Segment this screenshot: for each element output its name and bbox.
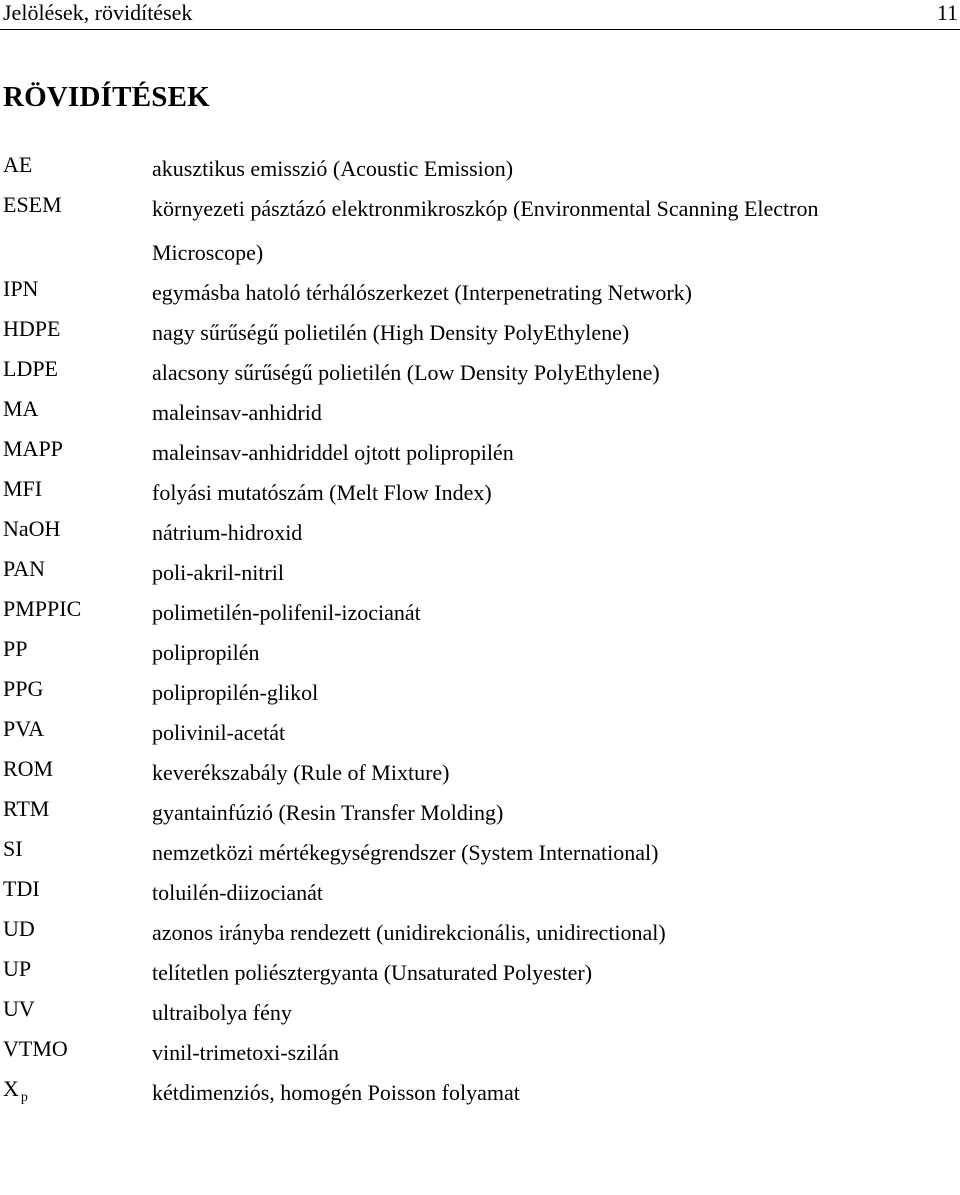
definition-text: nemzetközi mértékegységrendszer (System International)	[152, 840, 659, 865]
definition-text: vinil-trimetoxi-szilán	[152, 1040, 339, 1065]
abbreviation-definition	[152, 511, 960, 555]
definition-text: toluilén-diizocianát	[152, 880, 324, 905]
definition-text: nátrium-hidroxid	[152, 520, 303, 545]
abbreviation-term: RTM	[3, 796, 50, 821]
abbreviation-entry	[0, 1071, 960, 1115]
definition-text: alacsony sűrűségű polietilén (Low Density PolyEthylene)	[152, 360, 660, 385]
abbreviation-entry	[0, 711, 960, 755]
definition-text: polipropilén	[152, 640, 260, 665]
abbreviation-term: MA	[3, 396, 39, 421]
definition-text: környezeti pásztázó elektronmikroszkóp (Environmental Scanning Electron	[152, 196, 819, 221]
abbreviation-term: NaOH	[3, 516, 61, 541]
abbreviation-definition	[152, 187, 960, 275]
abbreviation-definition	[152, 711, 960, 755]
header-title: Jelölések, rövidítések	[3, 0, 193, 25]
definition-text: poli-akril-nitril	[152, 560, 284, 585]
abbreviation-term: HDPE	[3, 316, 61, 341]
abbreviation-definition	[152, 751, 960, 795]
definition-text: kétdimenziós, homogén Poisson folyamat	[152, 1080, 520, 1105]
definition-text: ultraibolya fény	[152, 1000, 292, 1025]
abbreviation-definition	[152, 991, 960, 1035]
abbreviation-entry	[0, 591, 960, 635]
abbreviation-term-subscript: p	[20, 1090, 28, 1105]
definition-text: gyantainfúzió (Resin Transfer Molding)	[152, 800, 504, 825]
abbreviation-definition	[152, 1071, 960, 1115]
abbreviation-term: MAPP	[3, 436, 63, 461]
abbreviation-entry	[0, 471, 960, 515]
abbreviation-term: UV	[3, 996, 35, 1021]
abbreviation-entry	[0, 671, 960, 715]
abbreviation-entry	[0, 311, 960, 355]
abbreviation-term	[3, 1071, 28, 1116]
definition-text: akusztikus emisszió (Acoustic Emission)	[152, 156, 514, 181]
page-header	[0, 0, 960, 30]
abbreviation-definition	[152, 351, 960, 395]
abbreviation-entry	[0, 391, 960, 435]
abbreviation-definition	[152, 791, 960, 835]
abbreviation-definition	[152, 911, 960, 955]
definition-text: telítetlen poliésztergyanta (Unsaturated Polyester)	[152, 960, 593, 985]
abbreviation-entry	[0, 911, 960, 955]
abbreviation-list	[0, 147, 960, 1115]
page-number: 11	[936, 0, 958, 25]
abbreviation-entry	[0, 551, 960, 595]
definition-text: keverékszabály (Rule of Mixture)	[152, 760, 450, 785]
definition-text: azonos irányba rendezett (unidirekcionális, unidirectional)	[152, 920, 666, 945]
abbreviation-entry	[0, 147, 960, 191]
abbreviation-definition	[152, 1031, 960, 1075]
abbreviation-term-text: X	[3, 1076, 19, 1101]
abbreviation-definition	[152, 551, 960, 595]
abbreviation-definition	[152, 391, 960, 435]
definition-text: nagy sűrűségű polietilén (High Density PolyEthylene)	[152, 320, 630, 345]
abbreviation-term: UP	[3, 956, 32, 981]
abbreviation-term: TDI	[3, 876, 40, 901]
abbreviation-entry	[0, 791, 960, 835]
abbreviation-definition	[152, 311, 960, 355]
abbreviation-entry	[0, 187, 960, 275]
abbreviation-definition	[152, 831, 960, 875]
abbreviation-definition	[152, 871, 960, 915]
abbreviation-term: PVA	[3, 716, 45, 741]
abbreviation-entry	[0, 511, 960, 555]
abbreviation-definition	[152, 631, 960, 675]
abbreviation-entry	[0, 751, 960, 795]
section-title: RÖVIDÍTÉSEK	[3, 81, 210, 113]
abbreviation-term: LDPE	[3, 356, 58, 381]
abbreviation-entry	[0, 431, 960, 475]
abbreviation-definition	[152, 431, 960, 475]
abbreviation-term: IPN	[3, 276, 39, 301]
abbreviation-term: PP	[3, 636, 28, 661]
abbreviation-term: VTMO	[3, 1036, 68, 1061]
abbreviation-term: PPG	[3, 676, 44, 701]
abbreviation-entry	[0, 871, 960, 915]
definition-text: maleinsav-anhidrid	[152, 400, 322, 425]
abbreviation-definition	[152, 951, 960, 995]
abbreviation-term: ROM	[3, 756, 54, 781]
abbreviation-term: UD	[3, 916, 35, 941]
abbreviation-entry	[0, 351, 960, 395]
definition-text: folyási mutatószám (Melt Flow Index)	[152, 480, 492, 505]
abbreviation-entry	[0, 991, 960, 1035]
definition-text: polivinil-acetát	[152, 720, 286, 745]
abbreviation-entry	[0, 631, 960, 675]
abbreviation-definition	[152, 671, 960, 715]
abbreviation-definition	[152, 271, 960, 315]
abbreviation-definition	[152, 591, 960, 635]
abbreviation-entry	[0, 951, 960, 995]
abbreviation-term: MFI	[3, 476, 43, 501]
definition-text: egymásba hatoló térhálószerkezet (Interpenetrating Network)	[152, 280, 692, 305]
abbreviation-entry	[0, 831, 960, 875]
abbreviation-definition	[152, 147, 960, 191]
abbreviation-term: ESEM	[3, 192, 62, 217]
definition-continuation: Microscope)	[152, 240, 264, 265]
definition-text: polipropilén-glikol	[152, 680, 319, 705]
abbreviation-term: SI	[3, 836, 23, 861]
abbreviation-term: PAN	[3, 556, 45, 581]
definition-text: maleinsav-anhidriddel ojtott polipropilén	[152, 440, 514, 465]
definition-text: polimetilén-polifenil-izocianát	[152, 600, 421, 625]
abbreviation-term: AE	[3, 152, 33, 177]
abbreviation-term: PMPPIC	[3, 596, 82, 621]
abbreviation-entry	[0, 1031, 960, 1075]
abbreviation-definition	[152, 471, 960, 515]
abbreviation-entry	[0, 271, 960, 315]
